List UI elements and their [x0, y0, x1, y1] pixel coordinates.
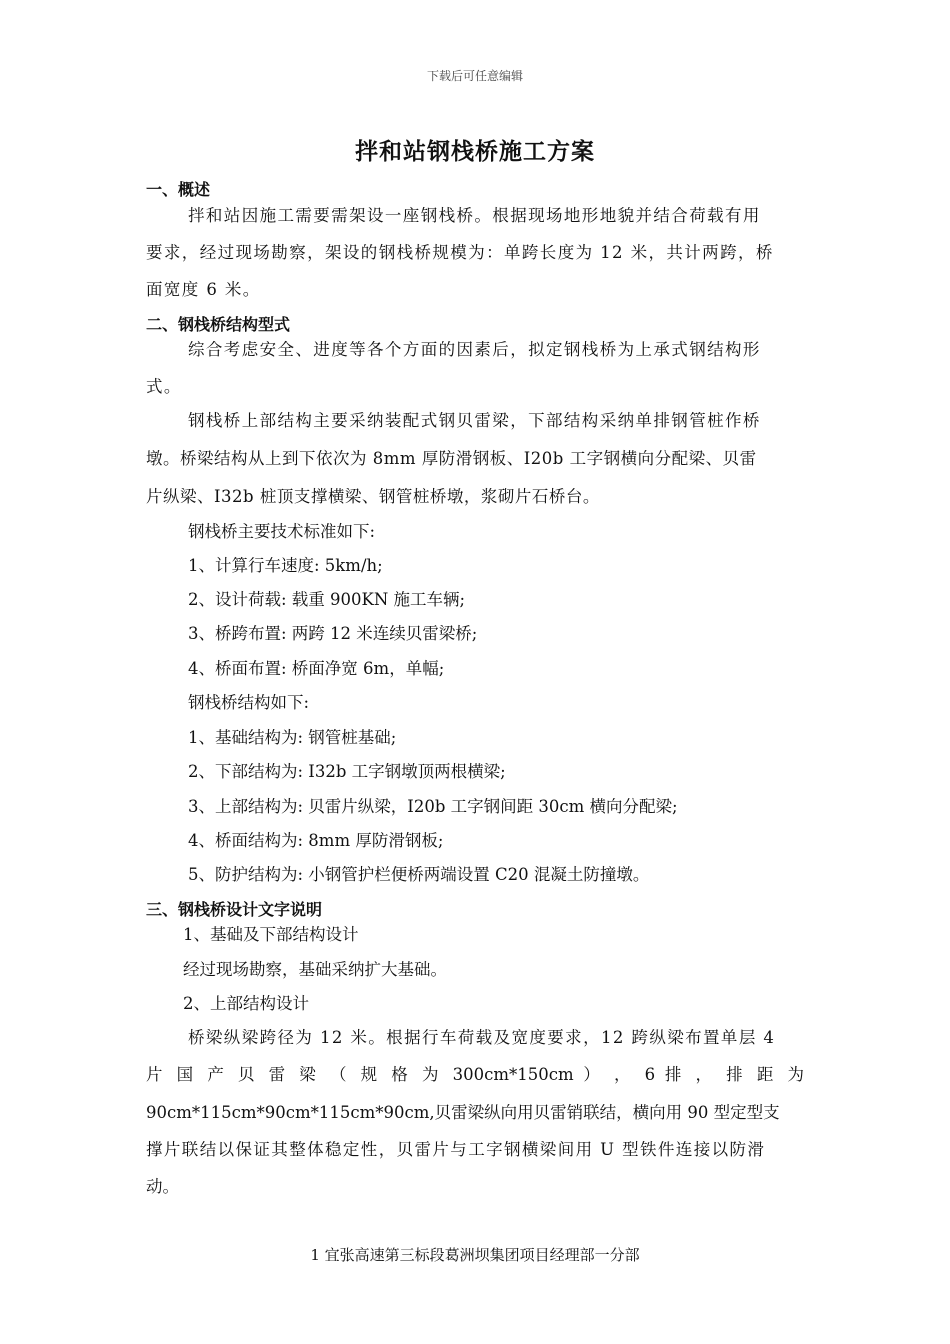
structure-item: 4、桥面结构为: 8mm 厚防滑钢板; — [188, 831, 444, 850]
section-heading-structure-type: 二、钢栈桥结构型式 — [146, 315, 291, 334]
standards-intro: 钢栈桥主要技术标准如下: — [188, 522, 376, 541]
paragraph-line: 式。 — [146, 377, 182, 396]
standard-item: 2、设计荷载: 载重 900KN 施工车辆; — [188, 590, 466, 609]
paragraph-line: 面宽度 6 米。 — [146, 280, 261, 299]
paragraph-line: 撑片联结以保证其整体稳定性，贝雷片与工字钢横梁间用 U 型铁件连接以防滑 — [146, 1140, 766, 1159]
document-title: 拌和站钢栈桥施工方案 — [355, 139, 595, 165]
paragraph-line: 动。 — [146, 1177, 179, 1196]
page-footer: 1 宜张高速第三标段葛洲坝集团项目经理部一分部 — [310, 1246, 640, 1264]
standard-item: 3、桥跨布置: 两跨 12 米连续贝雷梁桥; — [188, 624, 478, 643]
standard-item: 1、计算行车速度: 5km/h; — [188, 556, 383, 575]
paragraph-line: 墩。桥梁结构从上到下依次为 8mm 厚防滑钢板、I20b 工字钢横向分配梁、贝雷 — [146, 449, 757, 468]
paragraph-line: 桥梁纵梁跨径为 12 米。根据行车荷载及宽度要求，12 跨纵梁布置单层 4 — [188, 1028, 776, 1047]
paragraph-line: 钢栈桥上部结构主要采纳装配式钢贝雷梁，下部结构采纳单排钢管桩作桥 — [188, 411, 761, 430]
structure-intro: 钢栈桥结构如下: — [188, 693, 310, 712]
paragraph-line: 要求，经过现场勘察，架设的钢栈桥规模为：单跨长度为 12 米，共计两跨，桥 — [146, 243, 774, 262]
paragraph-line: 经过现场勘察，基础采纳扩大基础。 — [183, 960, 447, 979]
paragraph-line: 片纵梁、I32b 桩顶支撑横梁、钢管桩桥墩，浆砌片石桥台。 — [146, 487, 600, 506]
subsection-heading: 1、基础及下部结构设计 — [183, 925, 359, 944]
paragraph-line: 拌和站因施工需要需架设一座钢栈桥。根据现场地形地貌并结合荷载有用 — [188, 206, 761, 225]
page-header: 下载后可任意编辑 — [426, 69, 523, 83]
section-heading-overview: 一、概述 — [146, 180, 211, 199]
standard-item: 4、桥面布置: 桥面净宽 6m，单幅; — [188, 659, 445, 678]
structure-item: 3、上部结构为: 贝雷片纵梁，I20b 工字钢间距 30cm 横向分配梁; — [188, 797, 678, 816]
structure-item: 2、下部结构为: I32b 工字钢墩顶两根横梁; — [188, 762, 506, 781]
structure-item: 5、防护结构为: 小钢管护栏便桥两端设置 C20 混凝土防撞墩。 — [188, 865, 650, 884]
section-heading-design-notes: 三、钢栈桥设计文字说明 — [146, 900, 323, 919]
paragraph-line: 综合考虑安全、进度等各个方面的因素后，拟定钢栈桥为上承式钢结构形 — [188, 340, 761, 359]
paragraph-line: 片 国 产 贝 雷 梁 （ 规 格 为 300cm*150cm ） ， 6 排 ， 排 距 为 — [146, 1065, 804, 1084]
paragraph-line: 90cm*115cm*90cm*115cm*90cm,贝雷梁纵向用贝雷销联结，横向用 90 型定型支 — [146, 1103, 780, 1122]
subsection-heading: 2、上部结构设计 — [183, 994, 309, 1013]
structure-item: 1、基础结构为: 钢管桩基础; — [188, 728, 397, 747]
